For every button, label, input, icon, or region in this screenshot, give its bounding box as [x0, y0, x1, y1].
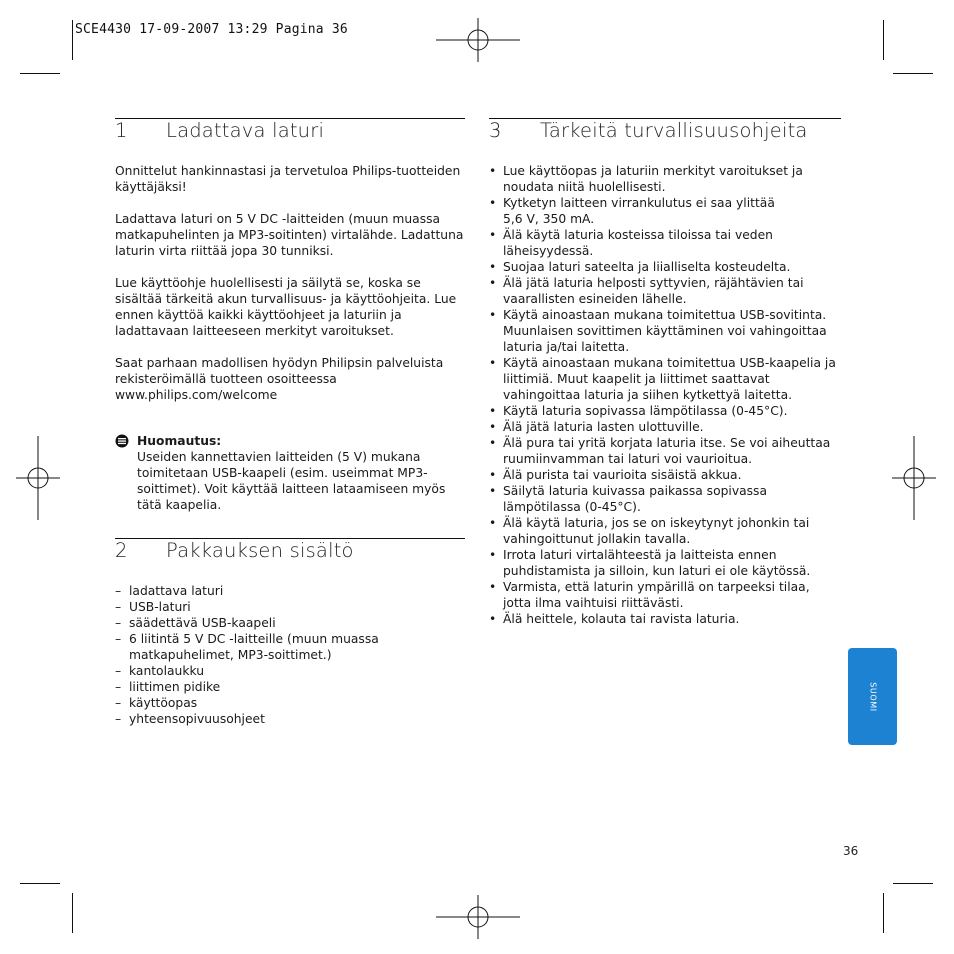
registration-mark-right	[892, 436, 936, 520]
list-item: – liittimen pidike	[115, 679, 465, 695]
crop-mark	[20, 883, 60, 884]
list-item: – 6 liitintä 5 V DC -laitteille (muun muassa matkapuhelimet, MP3-soittimet.)	[115, 631, 465, 663]
list-item: • Älä pura tai yritä korjata laturia itse. Se voi aiheuttaa ruumiinvamman tai laturi voi vaurioitua.	[489, 435, 841, 467]
list-item: • Lue käyttöopas ja laturiin merkityt varoitukset ja noudata niitä huolellisesti.	[489, 163, 841, 195]
list-item: • Älä käytä laturia, jos se on iskeytynyt johonkin tai vahingoittunut jollakin tavalla.	[489, 515, 841, 547]
list-item: • Älä purista tai vaurioita sisäistä akkua.	[489, 467, 841, 483]
list-item: • Säilytä laturia kuivassa paikassa sopivassa lämpötilassa (0-45°C).	[489, 483, 841, 515]
list-item: • Käytä ainoastaan mukana toimitettua USB-kaapelia ja liittimiä. Muut kaapelit ja liittimet saattavat vahingoittaa laturia ja siihen kytkettyä laitetta.	[489, 355, 841, 403]
section-title: Pakkauksen sisältö	[166, 539, 354, 562]
list-item: • Varmista, että laturin ympärillä on tarpeeksi tilaa, jotta ilma vaihtuisi riittävästi.	[489, 579, 841, 611]
list-item: – käyttöopas	[115, 695, 465, 711]
list-item: – kantolaukku	[115, 663, 465, 679]
section-title: Tärkeitä turvallisuusohjeita	[540, 119, 808, 142]
list-item: – USB-laturi	[115, 599, 465, 615]
crop-mark	[893, 73, 933, 74]
crop-mark	[893, 883, 933, 884]
section-heading	[115, 539, 465, 583]
list-item: – säädettävä USB-kaapeli	[115, 615, 465, 631]
language-tab-label: SUOMI	[868, 681, 877, 712]
section-3	[489, 118, 841, 627]
crop-mark	[883, 893, 884, 933]
note-icon	[115, 434, 129, 448]
note-title: Huomautus:	[137, 434, 222, 448]
section-title: Ladattava laturi	[166, 119, 325, 142]
paragraph-register: Saat parhaan madollisen hyödyn Philipsin palveluista rekisteröimällä tuotteen osoitteessa www.philips.com/welcome	[115, 356, 444, 402]
list-item: – yhteensopivuusohjeet	[115, 711, 465, 727]
package-contents-list	[115, 583, 465, 727]
list-item: • Käytä ainoastaan mukana toimitettua USB-sovitinta. Muunlaisen sovittimen käyttäminen voi vahingoittaa laturia ja/tai laitetta.	[489, 307, 841, 355]
page-number: 36	[843, 844, 859, 858]
section-heading	[115, 119, 465, 163]
section-number: 3	[489, 119, 502, 142]
paragraph-welcome: Onnittelut hankinnastasi ja tervetuloa Philips-tuotteiden käyttäjäksi!	[115, 164, 461, 194]
registration-mark-left	[16, 436, 60, 520]
section-number: 1	[115, 119, 128, 142]
list-item: • Älä heittele, kolauta tai ravista laturia.	[489, 611, 841, 627]
list-item: • Älä jätä laturia lasten ulottuville.	[489, 419, 841, 435]
list-item: • Älä käytä laturia kosteissa tiloissa tai veden läheisyydessä.	[489, 227, 841, 259]
crop-mark	[883, 20, 884, 60]
crop-mark	[72, 893, 73, 933]
section-1	[115, 118, 465, 513]
list-item: • Suojaa laturi sateelta ja liialliselta kosteudelta.	[489, 259, 841, 275]
paragraph-instructions: Lue käyttöohje huolellisesti ja säilytä se, koska se sisältää tärkeitä akun turvallisuus- ja käyttöohjeita. Lue ennen käyttöä kaikki käyttöohjeet ja laturiin ja ladattavaan laitteeseen merkityt varoitukset.	[115, 276, 457, 338]
list-item: – ladattava laturi	[115, 583, 465, 599]
registration-mark-top	[436, 18, 520, 62]
list-item: • Kytketyn laitteen virrankulutus ei saa ylittää 5,6 V, 350 mA.	[489, 195, 841, 227]
list-item: • Älä jätä laturia helposti syttyvien, räjähtävien tai vaarallisten esineiden lähelle.	[489, 275, 841, 307]
list-item: • Irrota laturi virtalähteestä ja laitteista ennen puhdistamista ja silloin, kun laturi ei ole käytössä.	[489, 547, 841, 579]
section-number: 2	[115, 539, 128, 562]
section-heading	[489, 119, 841, 163]
registration-mark-bottom	[436, 895, 520, 939]
safety-instructions-list	[489, 163, 841, 627]
note-text: Useiden kannettavien laitteiden (5 V) mukana toimitetaan USB-kaapeli (esim. useimmat MP3-soittimet). Voit käyttää laitteen lataamiseen myös tätä kaapelia.	[137, 450, 446, 512]
crop-mark	[20, 73, 60, 74]
section-2	[115, 538, 465, 727]
list-item: • Käytä laturia sopivassa lämpötilassa (0-45°C).	[489, 403, 841, 419]
crop-mark	[72, 20, 73, 60]
print-slug: SCE4430 17-09-2007 13:29 Pagina 36	[75, 22, 348, 37]
note-block	[115, 433, 465, 513]
language-tab	[848, 648, 897, 745]
paragraph-description: Ladattava laturi on 5 V DC -laitteiden (muun muassa matkapuhelinten ja MP3-soitinten) virtalähde. Ladattuna laturin virta riittää jopa 30 tunniksi.	[115, 212, 464, 258]
